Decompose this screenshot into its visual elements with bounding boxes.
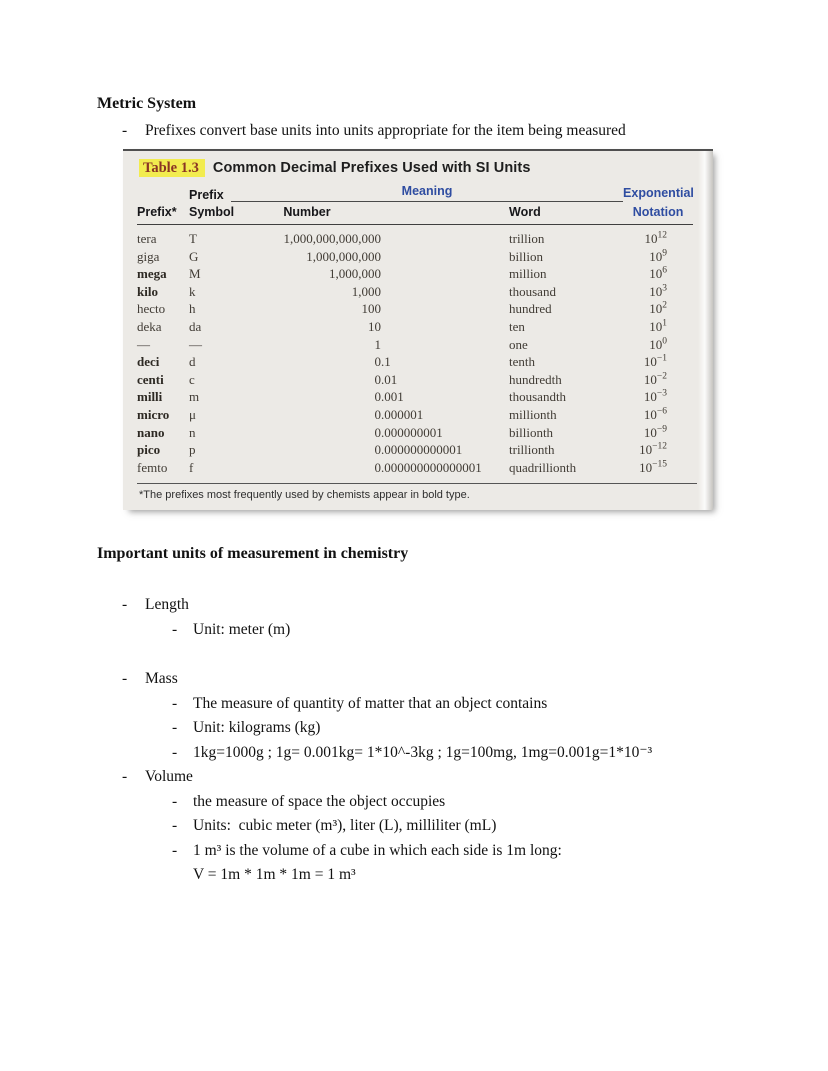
- number-frac-cell: .001: [381, 389, 404, 405]
- number-frac-cell: [381, 225, 473, 249]
- word-cell: tenth: [509, 354, 535, 370]
- word-cell: hundred: [509, 301, 552, 317]
- number-frac-cell: [381, 283, 473, 301]
- bullet-dash: -: [172, 817, 178, 835]
- word-cell: one: [509, 336, 528, 352]
- note-item-text: 1kg=1000g ; 1g= 0.001kg= 1*10^-3kg ; 1g=100mg, 1mg=0.001g=1*10⁻³: [193, 743, 653, 761]
- number-frac-cell: [381, 336, 473, 354]
- prefix-cell: kilo: [137, 283, 158, 299]
- note-bullet-level2: [172, 790, 778, 815]
- exponent-cell: [623, 406, 693, 424]
- table-row: [137, 301, 693, 319]
- table-footnote: *The prefixes most frequently used by chemists appear in bold type.: [137, 483, 697, 503]
- prefix-cell: mega: [137, 266, 167, 282]
- number-frac-cell: .1: [381, 354, 391, 370]
- exponent-value: −6: [656, 406, 668, 417]
- number-int-cell: 1,000,000: [329, 266, 381, 282]
- note-item-text: the measure of space the object occupies: [193, 792, 446, 810]
- table-row: [137, 442, 693, 460]
- word-cell: thousand: [509, 283, 556, 299]
- bullet-dash: -: [122, 122, 128, 139]
- exponent-base: 10: [643, 424, 657, 440]
- symbol-cell: c: [189, 371, 195, 387]
- note-item-text: The measure of quantity of matter that an object contains: [193, 694, 548, 712]
- exponent-value: −15: [652, 459, 668, 470]
- exponent-base: 10: [643, 406, 657, 422]
- exponent-value: 3: [662, 283, 668, 294]
- symbol-cell: h: [189, 301, 196, 317]
- word-cell: hundredth: [509, 371, 562, 387]
- prefix-cell: pico: [137, 442, 161, 458]
- notes-list: [97, 593, 778, 888]
- word-cell: millionth: [509, 406, 557, 422]
- note-section: [97, 667, 778, 765]
- exponent-base: 10: [649, 283, 663, 299]
- prefix-cell: milli: [137, 389, 163, 405]
- exponent-base: 10: [639, 442, 653, 458]
- table-row: [137, 389, 693, 407]
- bullet-dash: -: [122, 670, 128, 688]
- exponent-value: −12: [652, 441, 668, 452]
- prefix-cell: deci: [137, 354, 160, 370]
- exponent-base: 10: [649, 318, 663, 334]
- number-int-cell: 0: [374, 371, 381, 387]
- exponent-base: 10: [649, 336, 663, 352]
- number-frac-cell: [381, 266, 473, 284]
- col-header-prefix-group: Prefix: [189, 187, 224, 202]
- table-row: [137, 459, 693, 480]
- exponent-cell: [623, 266, 693, 284]
- exponent-cell: [623, 248, 693, 266]
- exponent-value: 2: [662, 301, 668, 312]
- table-row: [137, 318, 693, 336]
- bullet-dash: -: [122, 768, 128, 786]
- number-frac-cell: .01: [381, 371, 398, 387]
- number-int-cell: 1,000,000,000,000: [283, 231, 381, 246]
- note-item-text: Unit: meter (m): [193, 620, 291, 638]
- number-int-cell: 100: [361, 301, 381, 317]
- number-frac-cell: [381, 301, 473, 319]
- bullet-dash: -: [172, 792, 178, 810]
- word-cell: billion: [509, 248, 543, 264]
- exponent-base: 10: [649, 301, 663, 317]
- note-bullet-level2: [172, 839, 778, 864]
- symbol-cell: T: [189, 231, 197, 246]
- symbol-cell: p: [189, 442, 196, 458]
- exponent-value: 9: [662, 248, 668, 259]
- table-row: [137, 406, 693, 424]
- intro-bullet: [122, 120, 778, 141]
- page-title: Metric System: [97, 95, 197, 112]
- table-label: Table 1.3: [139, 159, 205, 177]
- number-int-cell: 0: [374, 389, 381, 405]
- bullet-dash: -: [122, 596, 128, 614]
- prefix-table: [137, 184, 693, 480]
- prefix-cell: —: [137, 336, 150, 352]
- exponent-value: −9: [656, 424, 668, 435]
- col-header-meaning: Meaning: [231, 184, 623, 202]
- number-frac-cell: .000000000000001: [381, 459, 482, 475]
- exponent-cell: [623, 283, 693, 301]
- symbol-cell: G: [189, 248, 199, 264]
- table-row: [137, 266, 693, 284]
- prefix-cell: hecto: [137, 301, 166, 317]
- number-frac-cell: .000001: [381, 406, 424, 422]
- col-header-number: Number: [231, 202, 473, 225]
- exponent-cell: [623, 336, 693, 354]
- table-row: [137, 283, 693, 301]
- col-header-exponential-line2: Notation: [623, 202, 693, 225]
- prefix-cell: giga: [137, 248, 160, 264]
- intro-bullet-text: Prefixes convert base units into units appropriate for the item being measured: [145, 122, 626, 139]
- exponent-base: 10: [643, 371, 657, 387]
- word-cell: trillion: [509, 231, 545, 246]
- symbol-cell: m: [189, 389, 200, 405]
- exponent-cell: [623, 459, 693, 480]
- section-title-units: Important units of measurement in chemistry: [97, 545, 409, 563]
- prefix-cell: femto: [137, 459, 168, 475]
- note-section: [97, 765, 778, 888]
- exponent-base: 10: [639, 459, 653, 475]
- number-int-cell: 0: [374, 354, 381, 370]
- table-row: [137, 371, 693, 389]
- bullet-dash: -: [172, 841, 178, 859]
- prefix-cell: deka: [137, 318, 162, 334]
- exponent-base: 10: [643, 389, 657, 405]
- bullet-dash: -: [172, 719, 178, 737]
- symbol-cell: k: [189, 283, 196, 299]
- note-bullet-level2: [172, 716, 778, 741]
- number-int-cell: 1,000,000,000: [306, 248, 381, 264]
- number-frac-cell: [381, 248, 473, 266]
- bullet-dash: -: [172, 620, 178, 638]
- note-section-title: Length: [145, 596, 189, 614]
- note-bullet-level2: [172, 692, 778, 717]
- number-frac-cell: [381, 318, 473, 336]
- word-cell: ten: [509, 318, 525, 334]
- exponent-cell: [623, 318, 693, 336]
- symbol-cell: n: [189, 424, 196, 440]
- number-frac-cell: .000000000001: [381, 442, 463, 458]
- symbol-cell: f: [189, 459, 194, 475]
- note-section-title: Volume: [145, 768, 193, 786]
- col-header-prefix: Prefix*: [137, 202, 189, 225]
- table-row: [137, 424, 693, 442]
- number-int-cell: 0: [374, 406, 381, 422]
- number-int-cell: 1: [374, 336, 381, 352]
- exponent-base: 10: [649, 248, 663, 264]
- table-caption: [137, 156, 697, 184]
- symbol-cell: μ: [189, 406, 196, 422]
- exponent-value: 12: [657, 230, 668, 241]
- table-scan-image: [123, 149, 713, 510]
- exponent-value: −3: [656, 389, 668, 400]
- exponent-cell: [623, 354, 693, 372]
- table-row: [137, 248, 693, 266]
- note-continuation-line: V = 1m * 1m * 1m = 1 m³: [193, 866, 356, 884]
- symbol-cell: —: [189, 336, 202, 352]
- note-item-text: 1 m³ is the volume of a cube in which each side is 1m long:: [193, 841, 562, 859]
- note-bullet-level1: [122, 593, 778, 618]
- prefix-cell: centi: [137, 371, 164, 387]
- col-header-word: Word: [473, 202, 623, 225]
- word-cell: million: [509, 266, 547, 282]
- exponent-cell: [623, 424, 693, 442]
- number-int-cell: 0: [374, 459, 381, 475]
- note-section-title: Mass: [145, 670, 178, 688]
- exponent-cell: [623, 371, 693, 389]
- word-cell: billionth: [509, 424, 554, 440]
- table-title: Common Decimal Prefixes Used with SI Units: [212, 160, 531, 176]
- symbol-cell: M: [189, 266, 201, 282]
- word-cell: trillionth: [509, 442, 555, 458]
- note-bullet-level1: [122, 667, 778, 692]
- exponent-base: 10: [643, 354, 657, 370]
- exponent-base: 10: [649, 266, 663, 282]
- exponent-value: 0: [662, 336, 668, 347]
- exponent-cell: [623, 389, 693, 407]
- note-section: [97, 593, 778, 642]
- exponent-value: −2: [656, 371, 668, 382]
- word-cell: thousandth: [509, 389, 567, 405]
- prefix-cell: micro: [137, 406, 170, 422]
- table-row: [137, 354, 693, 372]
- note-bullet-level2: [172, 618, 778, 643]
- bullet-dash: -: [172, 743, 178, 761]
- exponent-cell: [623, 301, 693, 319]
- note-item-text: Units: cubic meter (m³), liter (L), milliliter (mL): [193, 817, 497, 835]
- exponent-cell: [623, 442, 693, 460]
- table-row: [137, 225, 693, 249]
- note-bullet-level1: [122, 765, 778, 790]
- number-frac-cell: .000000001: [381, 424, 443, 440]
- symbol-cell: d: [189, 354, 196, 370]
- number-int-cell: 1,000: [351, 283, 381, 299]
- bullet-dash: -: [172, 694, 178, 712]
- word-cell: quadrillionth: [509, 459, 577, 475]
- prefix-cell: nano: [137, 424, 165, 440]
- prefix-cell: tera: [137, 231, 157, 246]
- col-header-exponential-line1: Exponential: [623, 185, 694, 200]
- note-bullet-level2: [172, 814, 778, 839]
- table-row: [137, 336, 693, 354]
- number-int-cell: 0: [374, 442, 381, 458]
- exponent-base: 10: [644, 231, 658, 246]
- note-bullet-level2: [172, 741, 778, 766]
- exponent-cell: [623, 225, 693, 249]
- note-item-text: Unit: kilograms (kg): [193, 719, 321, 737]
- number-int-cell: 0: [374, 424, 381, 440]
- number-int-cell: 10: [368, 318, 381, 334]
- symbol-cell: da: [189, 318, 202, 334]
- exponent-value: 6: [662, 265, 668, 276]
- prefix-table-body: [137, 225, 693, 481]
- exponent-value: 1: [662, 318, 668, 329]
- exponent-value: −1: [656, 353, 668, 364]
- prefix-table-header: [137, 184, 693, 225]
- col-header-symbol: Symbol: [189, 202, 231, 225]
